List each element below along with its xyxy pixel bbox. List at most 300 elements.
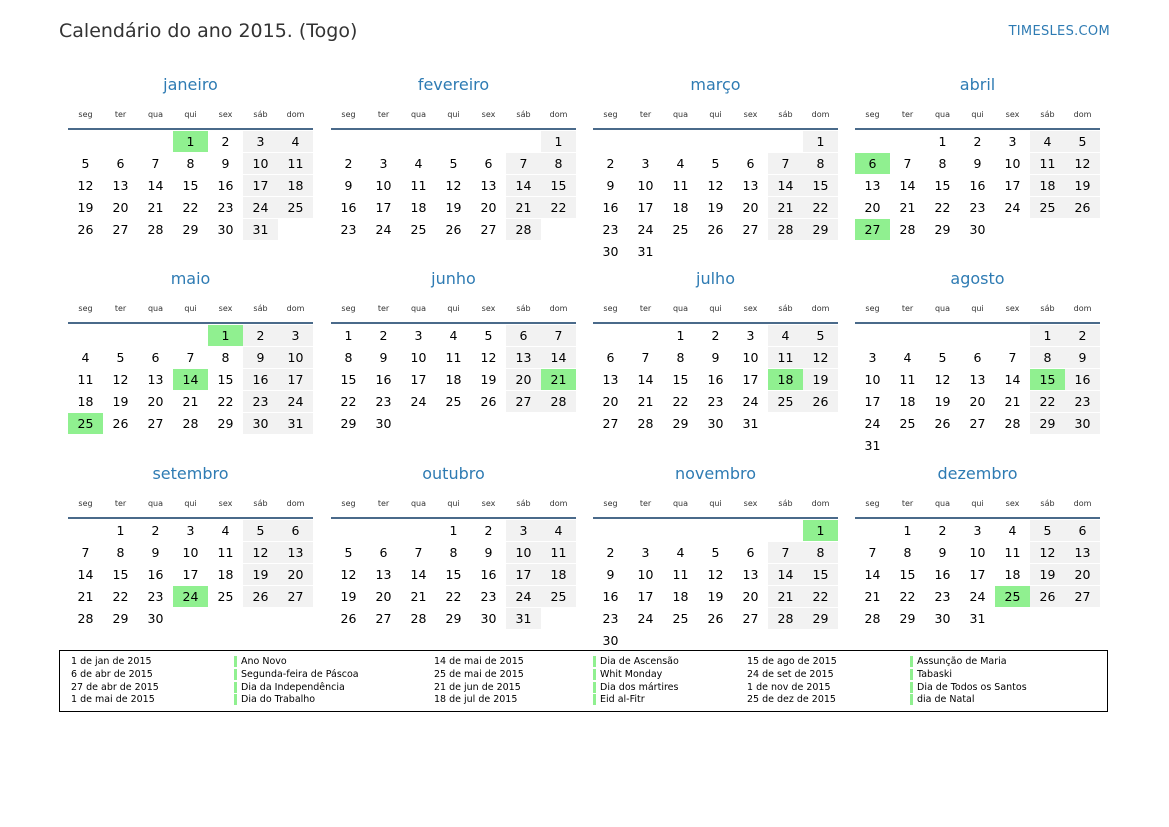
day-cell: 22 [803,586,838,607]
weekday-label: sex [1005,304,1020,313]
day-cell: 3 [186,523,195,538]
day-cell: 3 [746,328,755,343]
day-cell: 7 [903,156,912,171]
weekday-label: sex [218,304,233,313]
day-cell: 22 [803,197,838,218]
day-cell: 16 [340,200,357,215]
day-cell: 3 [641,156,650,171]
weekday-label: qui [184,304,197,313]
day-cell: 16 [375,372,392,387]
day-cell: 28 [77,611,94,626]
day-cell: 23 [375,394,392,409]
weekday-label: qui [971,110,984,119]
weekday-label: ter [639,499,652,508]
day-cell: 19 [77,200,94,215]
day-cell: 27 [742,611,759,626]
month-divider [855,322,1100,324]
day-cell: 12 [1030,542,1065,563]
day-cell: 28 [768,608,803,629]
month-divider [68,322,313,324]
legend-holiday-name: Eid al-Fitr [593,694,645,705]
weekday-label: qua [410,110,427,119]
day-cell: 24 [637,222,654,237]
site-link[interactable]: TIMESLES.COM [1008,24,1110,39]
day-cell: 27 [742,222,759,237]
weekday-label: qui [709,304,722,313]
day-cell: 7 [641,350,650,365]
day-cell: 23 [602,222,619,237]
day-cell: 11 [899,372,916,387]
weekday-label: sáb [778,304,793,313]
weekday-label: qua [410,499,427,508]
day-cell: 27 [969,416,986,431]
day-cell: 22 [934,200,951,215]
day-cell: 7 [868,545,877,560]
day-cell: 28 [541,391,576,412]
day-cell: 16 [243,369,278,390]
day-cell: 8 [116,545,125,560]
day-cell: 9 [1065,347,1100,368]
weekday-label: seg [865,499,880,508]
day-cell: 30 [480,611,497,626]
day-cell: 10 [182,545,199,560]
day-cell: 27 [112,222,129,237]
day-cell: 24 [410,394,427,409]
day-cell: 5 [484,328,493,343]
month-title: agosto [950,269,1005,288]
legend-holiday-name: Dia de Todos os Santos [910,682,1027,693]
day-cell: 22 [1030,391,1065,412]
weekday-label: seg [603,110,618,119]
legend-date: 25 de mai de 2015 [434,668,524,680]
weekday-label: sex [743,499,758,508]
weekday-label: qua [672,110,689,119]
day-cell: 31 [506,608,541,629]
day-cell: 9 [484,545,493,560]
day-cell: 23 [934,589,951,604]
day-cell: 29 [934,222,951,237]
day-cell: 21 [1004,394,1021,409]
day-cell: 3 [506,520,541,541]
day-cell: 27 [147,416,164,431]
weekday-label: dom [811,304,830,313]
day-cell: 10 [243,153,278,174]
day-cell: 22 [672,394,689,409]
legend-holiday-name: Dia do Trabalho [234,694,315,705]
month-title: maio [170,269,211,288]
weekday-label: qui [184,499,197,508]
day-cell: 12 [445,178,462,193]
day-cell: 23 [217,200,234,215]
holiday-day-cell: 25 [68,413,103,434]
day-cell: 18 [672,589,689,604]
day-cell: 10 [506,542,541,563]
holiday-day-cell: 27 [855,219,890,240]
day-cell: 16 [602,589,619,604]
day-cell: 11 [672,567,689,582]
day-cell: 14 [77,567,94,582]
month-julho [593,269,841,469]
month-divider [331,322,576,324]
day-cell: 24 [864,416,881,431]
day-cell: 6 [278,520,313,541]
holiday-day-cell: 1 [208,325,243,346]
day-cell: 23 [707,394,724,409]
day-cell: 18 [410,200,427,215]
legend-date: 21 de jun de 2015 [434,681,521,693]
day-cell: 15 [803,564,838,585]
day-cell: 10 [375,178,392,193]
weekday-label: dom [286,499,305,508]
weekday-label: dom [549,304,568,313]
day-cell: 24 [637,611,654,626]
day-cell: 26 [707,611,724,626]
day-cell: 18 [445,372,462,387]
day-cell: 21 [410,589,427,604]
day-cell: 17 [1004,178,1021,193]
weekday-label: sáb [516,499,531,508]
day-cell: 13 [480,178,497,193]
day-cell: 19 [112,394,129,409]
weekday-label: ter [377,110,390,119]
weekday-label: qui [709,499,722,508]
day-cell: 19 [803,369,838,390]
day-cell: 5 [803,325,838,346]
day-cell: 11 [77,372,94,387]
day-cell: 16 [969,178,986,193]
weekday-label: seg [603,499,618,508]
month-divider [593,517,838,519]
day-cell: 4 [414,156,423,171]
day-cell: 6 [379,545,388,560]
day-cell: 27 [375,611,392,626]
day-cell: 19 [340,589,357,604]
day-cell: 15 [340,372,357,387]
day-cell: 19 [707,200,724,215]
weekday-label: qua [672,499,689,508]
day-cell: 14 [899,178,916,193]
day-cell: 10 [278,347,313,368]
weekday-label: dom [286,110,305,119]
day-cell: 25 [217,589,234,604]
day-cell: 26 [1065,197,1100,218]
weekday-label: sex [1005,110,1020,119]
legend-holiday-name: Dia da Independência [234,682,345,693]
day-cell: 15 [541,175,576,196]
day-cell: 12 [934,372,951,387]
day-cell: 3 [973,523,982,538]
weekday-label: dom [549,499,568,508]
day-cell: 28 [899,222,916,237]
day-cell: 31 [742,416,759,431]
weekday-label: seg [341,110,356,119]
day-cell: 30 [217,222,234,237]
day-cell: 8 [938,156,947,171]
day-cell: 20 [278,564,313,585]
day-cell: 16 [147,567,164,582]
day-cell: 2 [938,523,947,538]
day-cell: 5 [243,520,278,541]
day-cell: 20 [480,200,497,215]
day-cell: 27 [278,586,313,607]
day-cell: 29 [445,611,462,626]
day-cell: 30 [147,611,164,626]
day-cell: 17 [637,200,654,215]
day-cell: 22 [217,394,234,409]
day-cell: 19 [480,372,497,387]
day-cell: 11 [278,153,313,174]
holiday-day-cell: 1 [803,520,838,541]
day-cell: 21 [147,200,164,215]
legend-date: 6 de abr de 2015 [71,668,153,680]
day-cell: 23 [1065,391,1100,412]
day-cell: 5 [116,350,125,365]
day-cell: 26 [934,416,951,431]
weekday-label: seg [78,304,93,313]
day-cell: 11 [768,347,803,368]
legend-date: 1 de mai de 2015 [71,694,155,706]
weekday-label: seg [603,304,618,313]
weekday-label: sáb [778,110,793,119]
day-cell: 17 [742,372,759,387]
day-cell: 18 [278,175,313,196]
weekday-label: sex [743,110,758,119]
month-agosto [855,269,1103,469]
day-cell: 21 [899,200,916,215]
weekday-label: ter [114,499,127,508]
day-cell: 25 [899,416,916,431]
month-divider [855,128,1100,130]
day-cell: 2 [151,523,160,538]
legend-date: 24 de set de 2015 [747,668,834,680]
day-cell: 21 [637,394,654,409]
day-cell: 12 [707,178,724,193]
holiday-day-cell: 6 [855,153,890,174]
day-cell: 22 [541,197,576,218]
day-cell: 13 [147,372,164,387]
day-cell: 30 [375,416,392,431]
weekday-label: sex [218,110,233,119]
day-cell: 15 [934,178,951,193]
month-title: fevereiro [417,75,490,94]
weekday-label: sáb [1040,304,1055,313]
weekday-label: qua [147,499,164,508]
day-cell: 14 [637,372,654,387]
day-cell: 25 [1030,197,1065,218]
day-cell: 1 [116,523,125,538]
day-cell: 14 [541,347,576,368]
month-setembro [68,464,316,664]
month-divider [68,517,313,519]
day-cell: 26 [1030,586,1065,607]
day-cell: 29 [899,611,916,626]
day-cell: 25 [672,222,689,237]
weekday-label: sex [481,110,496,119]
day-cell: 21 [182,394,199,409]
day-cell: 27 [480,222,497,237]
weekday-label: seg [341,499,356,508]
weekday-label: qui [447,110,460,119]
day-cell: 12 [243,542,278,563]
day-cell: 29 [1030,413,1065,434]
day-cell: 13 [969,372,986,387]
month-outubro [331,464,579,664]
day-cell: 15 [803,175,838,196]
day-cell: 8 [803,542,838,563]
weekday-label: dom [1073,110,1092,119]
day-cell: 13 [864,178,881,193]
day-cell: 25 [672,611,689,626]
month-divider [331,517,576,519]
day-cell: 26 [243,586,278,607]
day-cell: 10 [742,350,759,365]
weekday-label: sex [481,499,496,508]
month-title: julho [696,269,735,288]
day-cell: 10 [637,178,654,193]
month-junho [331,269,579,469]
day-cell: 28 [768,219,803,240]
day-cell: 28 [182,416,199,431]
day-cell: 10 [1004,156,1021,171]
day-cell: 3 [243,131,278,152]
day-cell: 21 [768,586,803,607]
legend-date: 18 de jul de 2015 [434,694,518,706]
day-cell: 7 [768,542,803,563]
legend-holiday-name: Whit Monday [593,669,662,680]
day-cell: 30 [707,416,724,431]
legend-holiday-name: Dia de Ascensão [593,656,679,667]
day-cell: 17 [410,372,427,387]
month-title: dezembro [937,464,1018,483]
month-novembro [593,464,841,664]
day-cell: 28 [410,611,427,626]
day-cell: 22 [445,589,462,604]
day-cell: 2 [606,156,615,171]
day-cell: 19 [1030,564,1065,585]
day-cell: 17 [969,567,986,582]
day-cell: 23 [480,589,497,604]
day-cell: 31 [637,244,654,259]
weekday-label: seg [865,110,880,119]
day-cell: 12 [77,178,94,193]
day-cell: 23 [243,391,278,412]
month-title: janeiro [163,75,218,94]
day-cell: 9 [973,156,982,171]
day-cell: 30 [602,633,619,648]
day-cell: 1 [344,328,353,343]
day-cell: 2 [379,328,388,343]
day-cell: 14 [1004,372,1021,387]
day-cell: 17 [278,369,313,390]
weekday-label: sáb [1040,110,1055,119]
day-cell: 5 [1030,520,1065,541]
weekday-label: sex [218,499,233,508]
legend-date: 1 de jan de 2015 [71,656,152,667]
day-cell: 20 [506,369,541,390]
day-cell: 1 [938,134,947,149]
day-cell: 19 [1065,175,1100,196]
day-cell: 10 [864,372,881,387]
month-divider [593,322,838,324]
weekday-label: seg [78,499,93,508]
weekday-label: qua [147,304,164,313]
month-divider [331,128,576,130]
day-cell: 27 [1065,586,1100,607]
weekday-label: qua [410,304,427,313]
day-cell: 5 [81,156,90,171]
day-cell: 8 [221,350,230,365]
weekday-label: qui [971,499,984,508]
weekday-label: qui [447,499,460,508]
weekday-label: dom [286,304,305,313]
day-cell: 9 [344,178,353,193]
holiday-day-cell: 24 [173,586,208,607]
day-cell: 30 [1065,413,1100,434]
weekday-label: qui [971,304,984,313]
day-cell: 25 [445,394,462,409]
day-cell: 26 [480,394,497,409]
day-cell: 12 [340,567,357,582]
weekday-label: dom [1073,304,1092,313]
day-cell: 16 [1065,369,1100,390]
day-cell: 6 [973,350,982,365]
day-cell: 4 [81,350,90,365]
weekday-label: sex [743,304,758,313]
legend-date: 1 de nov de 2015 [747,681,831,693]
day-cell: 20 [742,200,759,215]
day-cell: 16 [480,567,497,582]
day-cell: 13 [1065,542,1100,563]
day-cell: 29 [803,608,838,629]
weekday-label: qua [934,304,951,313]
holiday-day-cell: 21 [541,369,576,390]
day-cell: 6 [116,156,125,171]
weekday-label: dom [811,110,830,119]
day-cell: 6 [746,156,755,171]
day-cell: 14 [147,178,164,193]
weekday-label: seg [341,304,356,313]
day-cell: 14 [768,175,803,196]
day-cell: 24 [278,391,313,412]
day-cell: 7 [151,156,160,171]
day-cell: 10 [969,545,986,560]
day-cell: 20 [969,394,986,409]
day-cell: 1 [1030,325,1065,346]
legend-date: 25 de dez de 2015 [747,694,836,706]
day-cell: 2 [221,134,230,149]
weekday-label: ter [639,110,652,119]
day-cell: 4 [1008,523,1017,538]
day-cell: 29 [672,416,689,431]
day-cell: 19 [934,394,951,409]
day-cell: 6 [151,350,160,365]
day-cell: 11 [410,178,427,193]
day-cell: 14 [864,567,881,582]
day-cell: 12 [112,372,129,387]
day-cell: 9 [379,350,388,365]
day-cell: 8 [676,350,685,365]
day-cell: 28 [637,416,654,431]
day-cell: 30 [934,611,951,626]
day-cell: 14 [410,567,427,582]
day-cell: 11 [672,178,689,193]
day-cell: 4 [676,156,685,171]
day-cell: 5 [1065,131,1100,152]
day-cell: 11 [445,350,462,365]
day-cell: 15 [217,372,234,387]
day-cell: 18 [541,564,576,585]
month-janeiro [68,75,316,275]
